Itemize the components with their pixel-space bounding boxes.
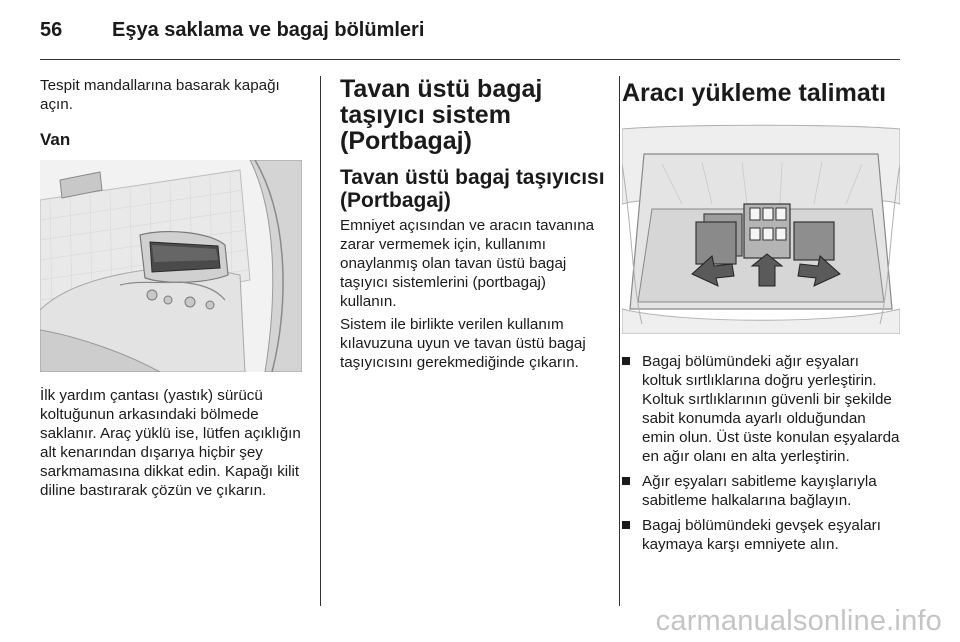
list-item: Ağır eşyaları sabitleme kayışlarıyla sabitleme halkalarına bağlayın. [622,472,902,510]
roof-rack-subtitle: Tavan üstü bagaj taşıyıcısı (Portbagaj) [340,166,605,212]
list-item: Bagaj bölümündeki gevşek eşyaları kaymaya karşı emniyete alın. [622,516,902,554]
van-heading: Van [40,130,71,149]
header-rule [40,59,900,60]
column-divider-1 [320,76,321,606]
column-middle [340,76,606,372]
loading-instructions-list [622,352,902,554]
roof-rack-section-title: Tavan üstü bagaj taşıyıcı sistem (Portbagaj) [340,75,543,155]
page-number: 56 [40,19,63,41]
list-item: Bagaj bölümündeki ağır eşyaları koltuk sırtlıklarına doğru yerleştirin. Koltuk sırtlıklarının güvenli bir şekilde sabit konumda ayarlı olduğundan emin olun. Üst üste konulan eşyalarda en ağır olanı en alta yerleştirin. [622,352,902,466]
bullet-square-icon [622,477,630,485]
first-aid-text: İlk yardım çantası (yastık) sürücü koltuğunun arkasındaki bölmede saklanır. Araç yüklü ise, lütfen açıklığın alt kenarından dışarıya hiçbir şey sarkmamasına dikkat edin. Kapağı kilit diline bastırarak çözün ve çıkarın. [40,387,301,499]
roof-rack-paragraph-2: Sistem ile birlikte verilen kullanım kılavuzuna uyun ve tavan üstü bagaj taşıyıcısını gerekmediğinde çıkarın. [340,316,586,371]
trunk-loading-illustration [622,124,900,334]
column-divider-2 [619,76,620,606]
roof-rack-paragraph-1: Emniyet açısından ve aracın tavanına zarar vermemek için, kullanımı onaylanmış olan tavan üstü bagaj taşıyıcı sistemlerini (portbagaj) kullanın. [340,217,595,310]
column-left [40,76,304,500]
bullet-square-icon [622,357,630,365]
van-first-aid-illustration [40,160,302,372]
column-right [622,76,902,560]
page-header [40,16,900,46]
watermark: carmanualsonline.info [655,605,942,637]
chapter-title: Eşya saklama ve bagaj bölümleri [112,19,425,41]
intro-text: Tespit mandallarına basarak kapağı açın. [40,77,280,113]
bullet-square-icon [622,521,630,529]
loading-section-title: Aracı yükleme talimatı [622,79,887,107]
